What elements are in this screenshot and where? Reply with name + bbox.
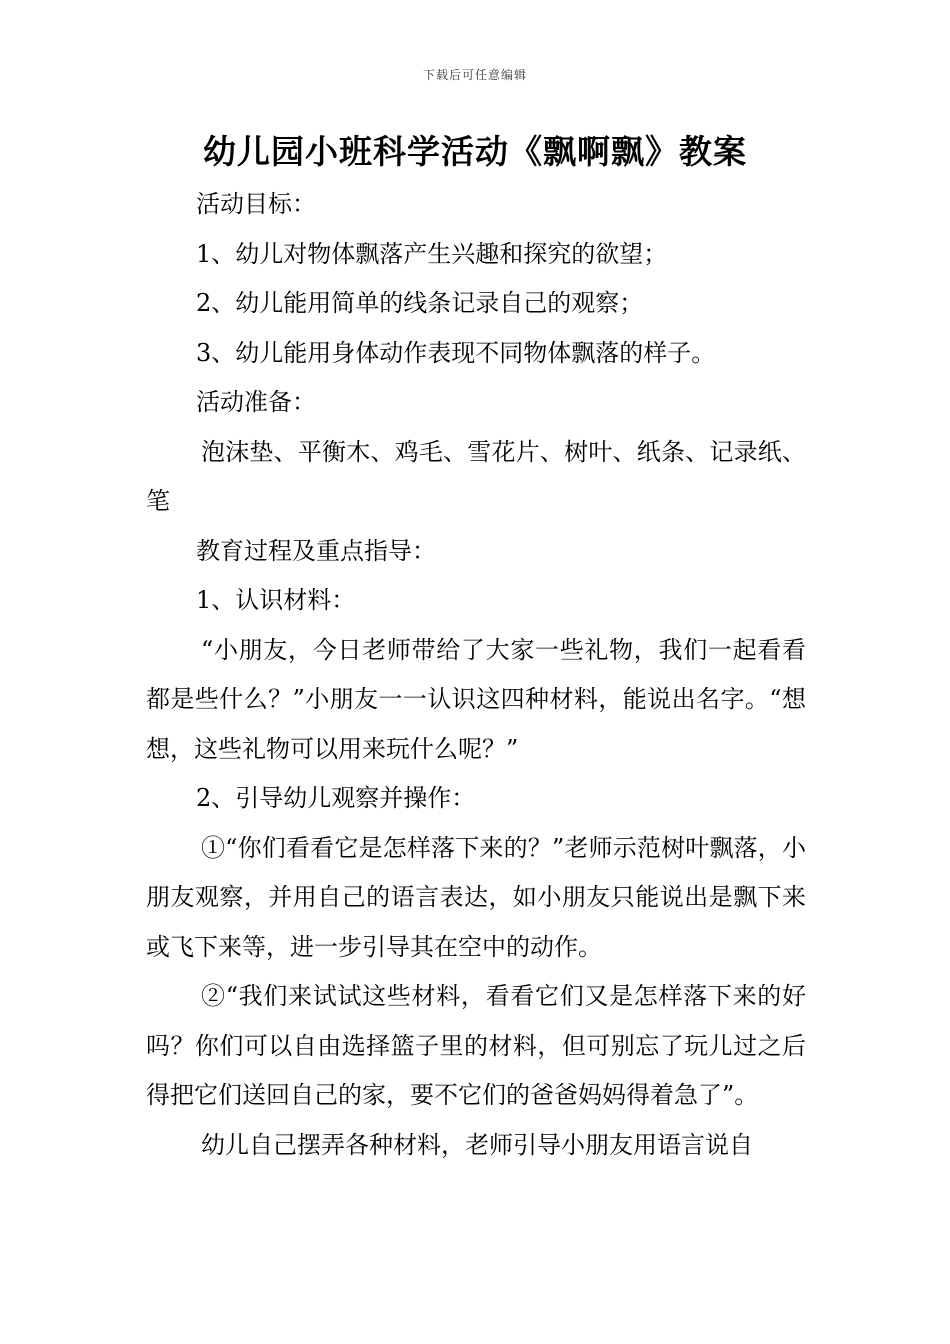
preparation-materials: 泡沫垫、平衡木、鸡毛、雪花片、树叶、纸条、记录纸、笔 — [146, 437, 806, 515]
step-heading-2: 2、引导幼儿观察并操作： — [196, 784, 476, 812]
step-heading-1: 1、认识材料： — [196, 586, 356, 614]
section-heading-goals: 活动目标： — [196, 190, 316, 218]
step-2-paragraph: 幼儿自己摆弄各种材料，老师引导小朋友用语言说自 — [201, 1130, 753, 1159]
document-body — [146, 180, 806, 1170]
section-heading-process: 教育过程及重点指导： — [196, 536, 436, 565]
goal-item-2: 2、幼儿能用简单的线条记录自己的观察； — [196, 289, 644, 317]
document-title: 幼儿园小班科学活动《飘啊飘》教案 — [203, 132, 747, 171]
step-2-item-1: ①“你们看看它是怎样落下来的？”老师示范树叶飘落，小朋友观察，并用自己的语言表达，如小朋友只能说出是飘下来或飞下来等，进一步引导其在空中的动作。 — [146, 833, 806, 961]
step-1-paragraph: “小朋友，今日老师带给了大家一些礼物，我们一起看看都是些什么？”小朋友一一认识这四种材料，能说出名字。“想想，这些礼物可以用来玩什么呢？” — [146, 635, 806, 763]
section-heading-preparation: 活动准备： — [196, 388, 316, 416]
goal-item-3: 3、幼儿能用身体动作表现不同物体飘落的样子。 — [196, 338, 716, 367]
goal-item-1: 1、幼儿对物体飘落产生兴趣和探究的欲望； — [196, 239, 668, 268]
step-2-item-2: ②“我们来试试这些材料，看看它们又是怎样落下来的好吗？你们可以自由选择篮子里的材料，但可别忘了玩儿过之后得把它们送回自己的家，要不它们的爸爸妈妈得着急了”。 — [146, 982, 806, 1109]
header-note: 下载后可任意编辑 — [422, 68, 527, 82]
